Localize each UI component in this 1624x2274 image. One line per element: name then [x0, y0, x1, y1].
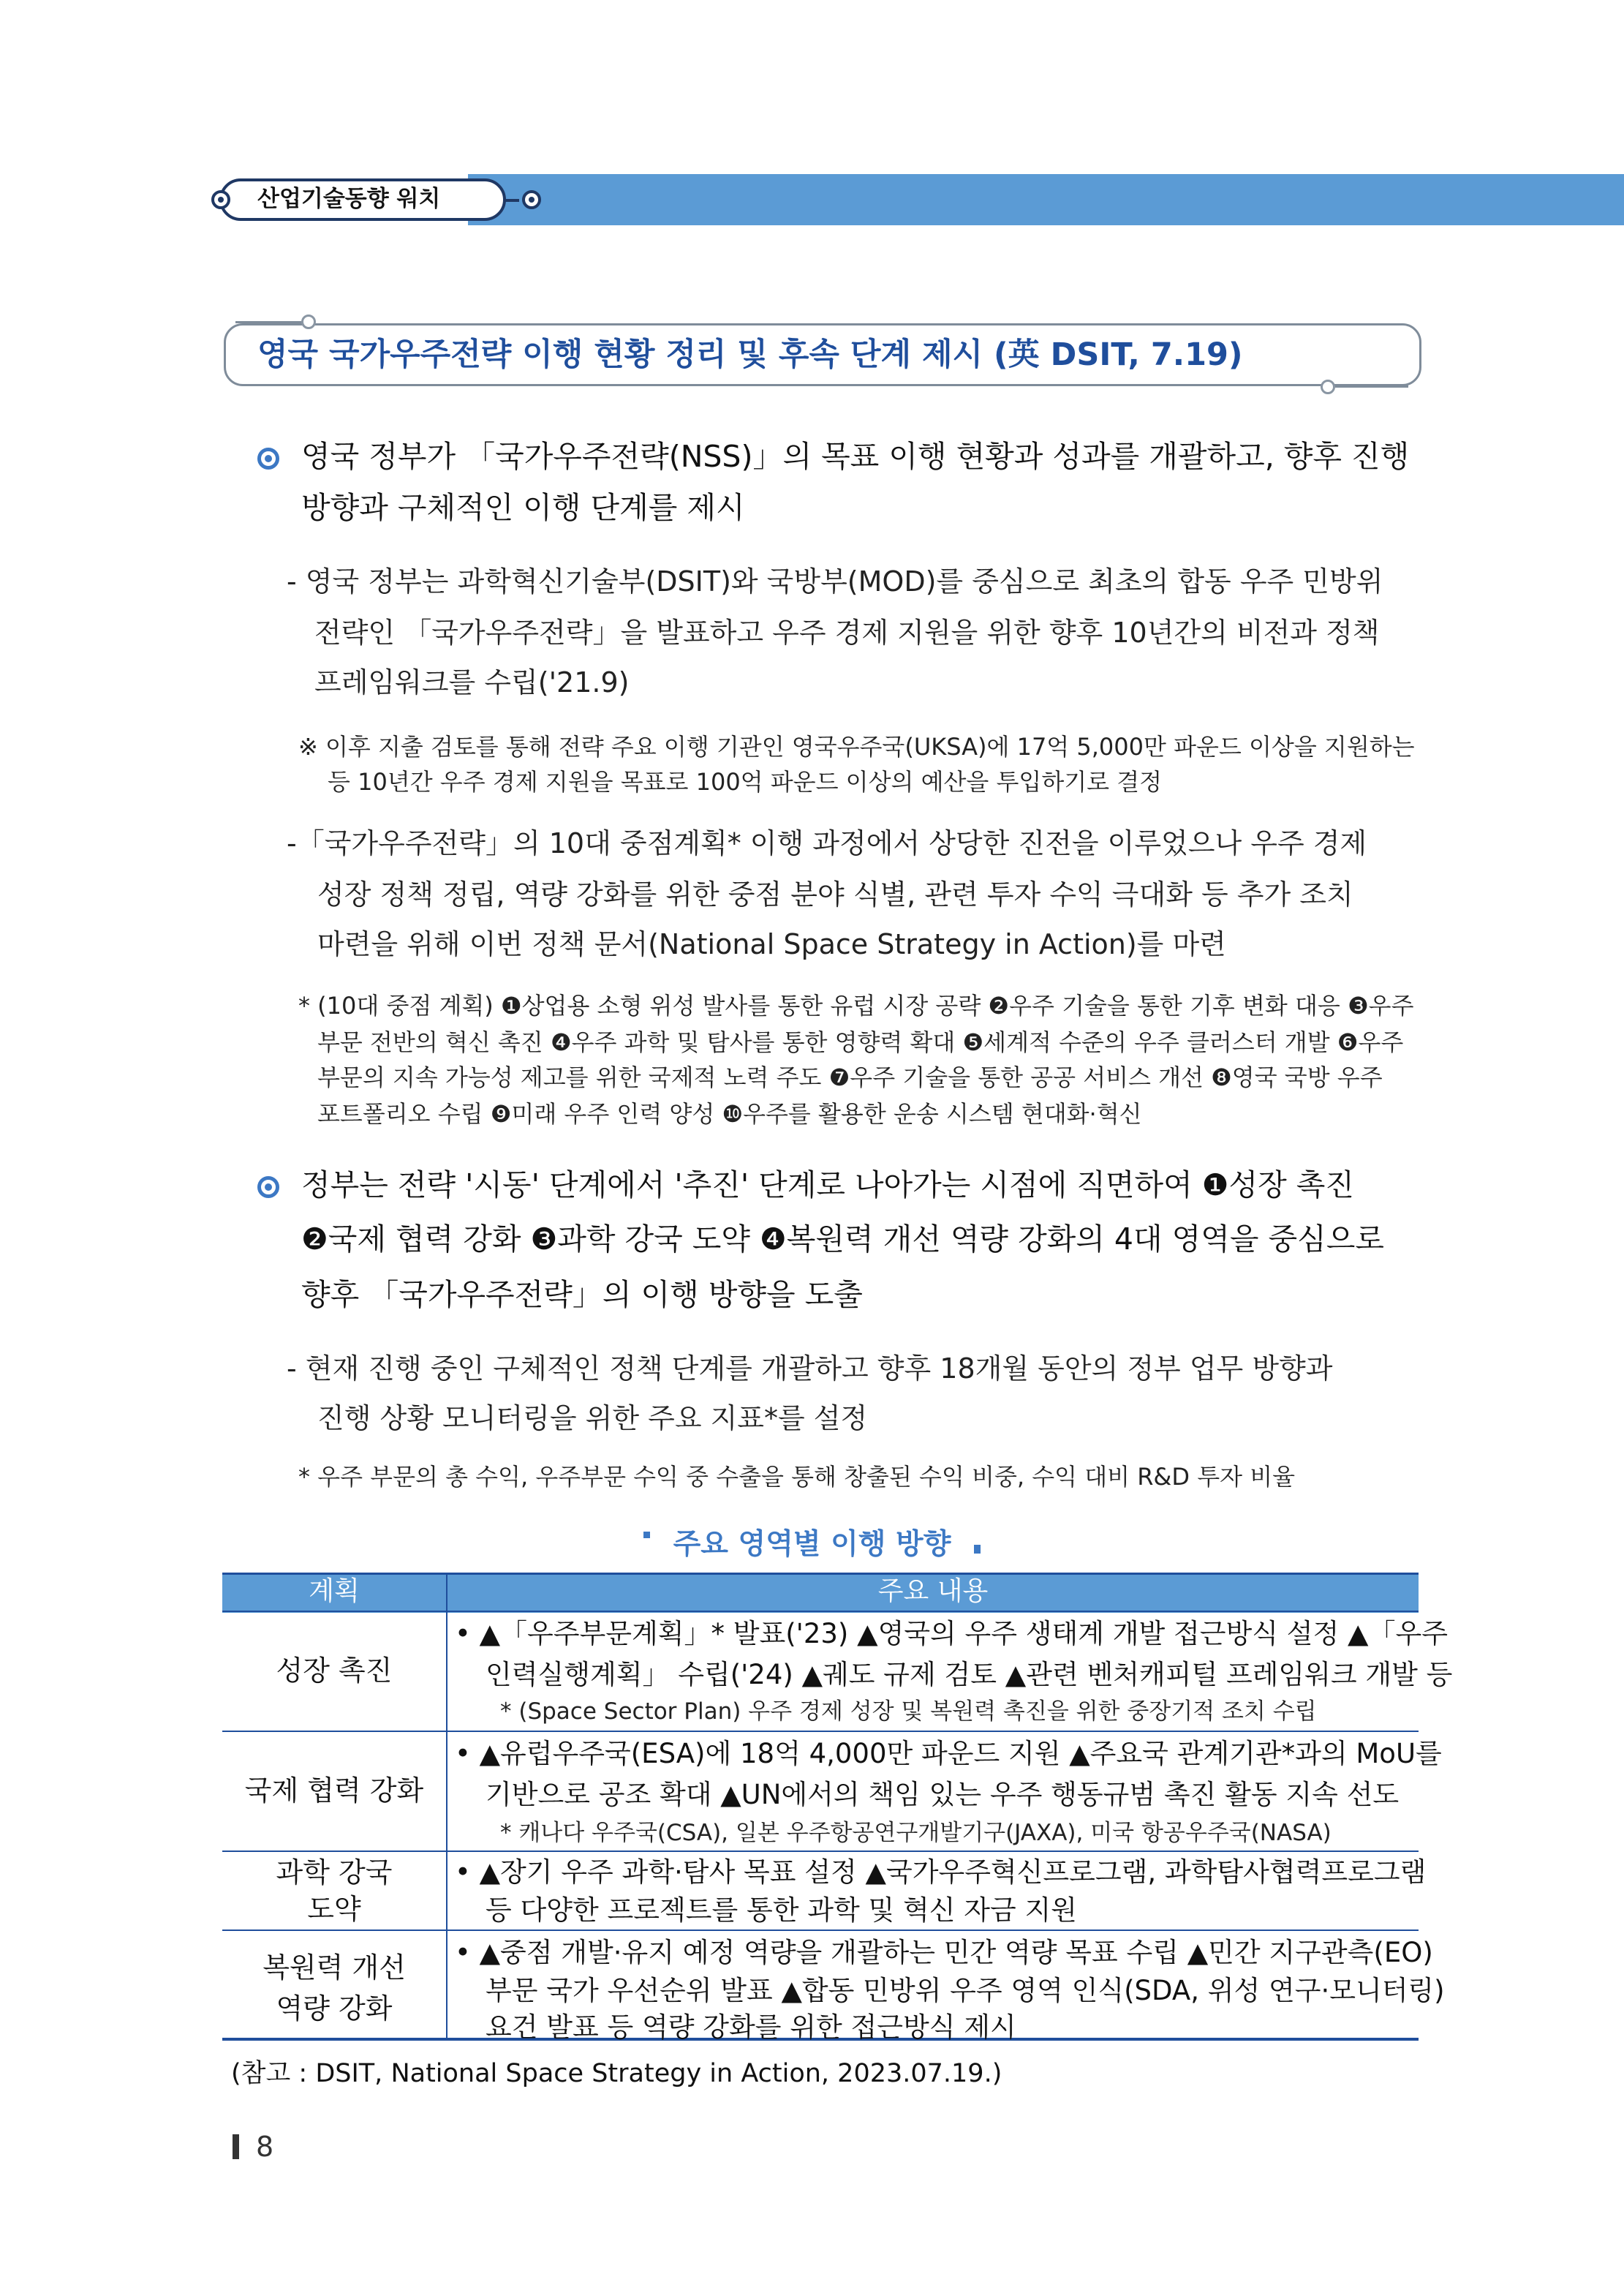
table-row-plan-line-2: 역량 강화	[276, 1992, 393, 2025]
table-row-plan: 성장 촉진	[276, 1654, 393, 1687]
table-row-note: * 캐나다 우주국(CSA), 일본 우주항공연구개발기구(JAXA), 미국 항공우주국(NASA)	[500, 1820, 1332, 1846]
page-number-marker	[233, 2134, 239, 2159]
bullet1-sub2-line-2: 성장 정책 정립, 역량 강화를 위한 중점 분야 식별, 관련 투자 수익 극대화 등 추가 조치	[317, 878, 1353, 911]
caption-square-right-icon	[974, 1545, 981, 1554]
bullet-circle-icon	[257, 1176, 279, 1198]
bullet2-sub1-line-2: 진행 상황 모니터링을 위한 주요 지표*를 설정	[317, 1402, 868, 1434]
table-row-content-line-2: 기반으로 공조 확대 ▲UN에서의 책임 있는 우주 행동규범 촉진 활동 지속 선도	[486, 1779, 1400, 1810]
bullet2-line-3: 향후 「국가우주전략」의 이행 방향을 도출	[301, 1277, 863, 1312]
table-row-content-line-3: 요건 발표 등 역량 강화를 위한 접근방식 제시	[486, 2011, 1016, 2043]
header-ring-left-icon	[211, 190, 230, 209]
table-row-content-line-1: • ▲장기 우주 과학·탐사 목표 설정 ▲국가우주혁신프로그램, 과학탐사협력프로그램	[455, 1856, 1427, 1888]
bullet1-line-2: 방향과 구체적인 이행 단계를 제시	[301, 490, 745, 525]
table-row-plan-line-1: 과학 강국	[276, 1856, 393, 1889]
header-ring-right-icon	[522, 190, 541, 209]
source-citation: (참고 : DSIT, National Space Strategy in Action, 2023.07.19.)	[231, 2059, 1002, 2088]
table-row-content-line-2: 인력실행계획」 수립('24) ▲궤도 규제 검토 ▲관련 벤처캐피털 프레임워크 개발 등	[486, 1659, 1453, 1690]
caption-square-left-icon	[643, 1532, 650, 1538]
table-header-plan: 계획	[309, 1576, 360, 1606]
bullet1-sub1-line-1: - 영국 정부는 과학혁신기술부(DSIT)와 국방부(MOD)를 중심으로 최초의 합동 우주 민방위	[287, 565, 1383, 598]
bullet1-sub2-line-3: 마련을 위해 이번 정책 문서(National Space Strategy in Action)를 마련	[317, 928, 1226, 960]
table-row-plan-line-2: 도약	[307, 1893, 361, 1925]
table-row-plan-line-1: 복원력 개선	[263, 1951, 406, 1984]
header-bar	[468, 174, 1624, 225]
bullet1-note2-line-1: * (10대 중점 계획) ❶상업용 소형 위성 발사를 통한 유럽 시장 공략 ❷우주 기술을 통한 기후 변화 대응 ❸우주	[298, 992, 1414, 1020]
header-title: 산업기술동향 워치	[257, 186, 441, 212]
bullet1-note1-line-1: ※ 이후 지출 검토를 통해 전략 주요 이행 기관인 영국우주국(UKSA)에 17억 5,000만 파운드 이상을 지원하는	[298, 733, 1415, 761]
section-ring-bottom-icon	[1321, 380, 1335, 394]
section-deco-line-top	[235, 321, 303, 323]
bullet2-sub1-line-1: - 현재 진행 중인 구체적인 정책 단계를 개괄하고 향후 18개월 동안의 정부 업무 방향과	[287, 1352, 1333, 1385]
section-deco-line-bottom	[1335, 385, 1408, 388]
table-row-content-line-2: 등 다양한 프로젝트를 통한 과학 및 혁신 자금 지원	[486, 1894, 1077, 1926]
table-row-divider	[222, 1731, 1419, 1732]
table-row-content-line-1: • ▲유럽우주국(ESA)에 18억 4,000만 파운드 지원 ▲주요국 관계기관*과의 MoU를	[455, 1738, 1442, 1769]
bullet1-sub1-line-3: 프레임워크를 수립('21.9)	[314, 666, 630, 699]
table-row-plan: 국제 협력 강화	[244, 1774, 424, 1807]
bullet1-note1-line-2: 등 10년간 우주 경제 지원을 목표로 100억 파운드 이상의 예산을 투입하기로 결정	[328, 768, 1163, 796]
table-column-divider	[446, 1573, 447, 2041]
table-row-note: * (Space Sector Plan) 우주 경제 성장 및 복원력 촉진을 위한 중장기적 조치 수립	[500, 1698, 1317, 1725]
bullet1-note2-line-4: 포트폴리오 수립 ❾미래 우주 인력 양성 ❿우주를 활용한 운송 시스템 현대화·혁신	[317, 1100, 1142, 1128]
bullet2-line-2: ❷국제 협력 강화 ❸과학 강국 도약 ❹복원력 개선 역량 강화의 4대 영역을 중심으로	[301, 1221, 1384, 1257]
bullet2-note1: * 우주 부문의 총 수익, 우주부문 수익 중 수출을 통해 창출된 수익 비중, 수익 대비 R&D 투자 비율	[298, 1463, 1296, 1491]
bullet1-sub2-line-1: -「국가우주전략」의 10대 중점계획* 이행 과정에서 상당한 진전을 이루었으나 우주 경제	[287, 827, 1367, 859]
section-title: 영국 국가우주전략 이행 현황 정리 및 후속 단계 제시 (英 DSIT, 7.19)	[257, 336, 1243, 373]
table-row-content-line-1: • ▲「우주부문계획」* 발표('23) ▲영국의 우주 생태계 개발 접근방식 설정 ▲「우주	[455, 1618, 1448, 1649]
table-row-content-line-1: • ▲중점 개발·유지 예정 역량을 개괄하는 민간 역량 목표 수립 ▲민간 지구관측(EO)	[455, 1937, 1433, 1968]
section-ring-top-icon	[301, 315, 316, 329]
page-number: 8	[256, 2131, 274, 2163]
bullet1-line-1: 영국 정부가 「국가우주전략(NSS)」의 목표 이행 현황과 성과를 개괄하고, 향후 진행	[301, 439, 1410, 474]
table-row-divider	[222, 1611, 1419, 1612]
table-header-content: 주요 내용	[877, 1576, 989, 1606]
bullet2-line-1: 정부는 전략 '시동' 단계에서 '추진' 단계로 나아가는 시점에 직면하여 ❶성장 촉진	[301, 1167, 1354, 1202]
table-row-content-line-2: 부문 국가 우선순위 발표 ▲합동 민방위 우주 영역 인식(SDA, 위성 연구·모니터링)	[486, 1975, 1445, 2006]
table-caption: 주요 영역별 이행 방향	[673, 1528, 951, 1561]
bullet1-note2-line-3: 부문의 지속 가능성 제고를 위한 국제적 노력 주도 ❼우주 기술을 통한 공공 서비스 개선 ❽영국 국방 우주	[317, 1063, 1383, 1091]
bullet1-sub1-line-2: 전략인 「국가우주전략」을 발표하고 우주 경제 지원을 위한 향후 10년간의 비전과 정책	[314, 617, 1380, 649]
bullet1-note2-line-2: 부문 전반의 혁신 촉진 ❹우주 과학 및 탐사를 통한 영향력 확대 ❺세계적 수준의 우주 클러스터 개발 ❻우주	[317, 1028, 1404, 1056]
bullet-circle-icon	[257, 448, 279, 470]
